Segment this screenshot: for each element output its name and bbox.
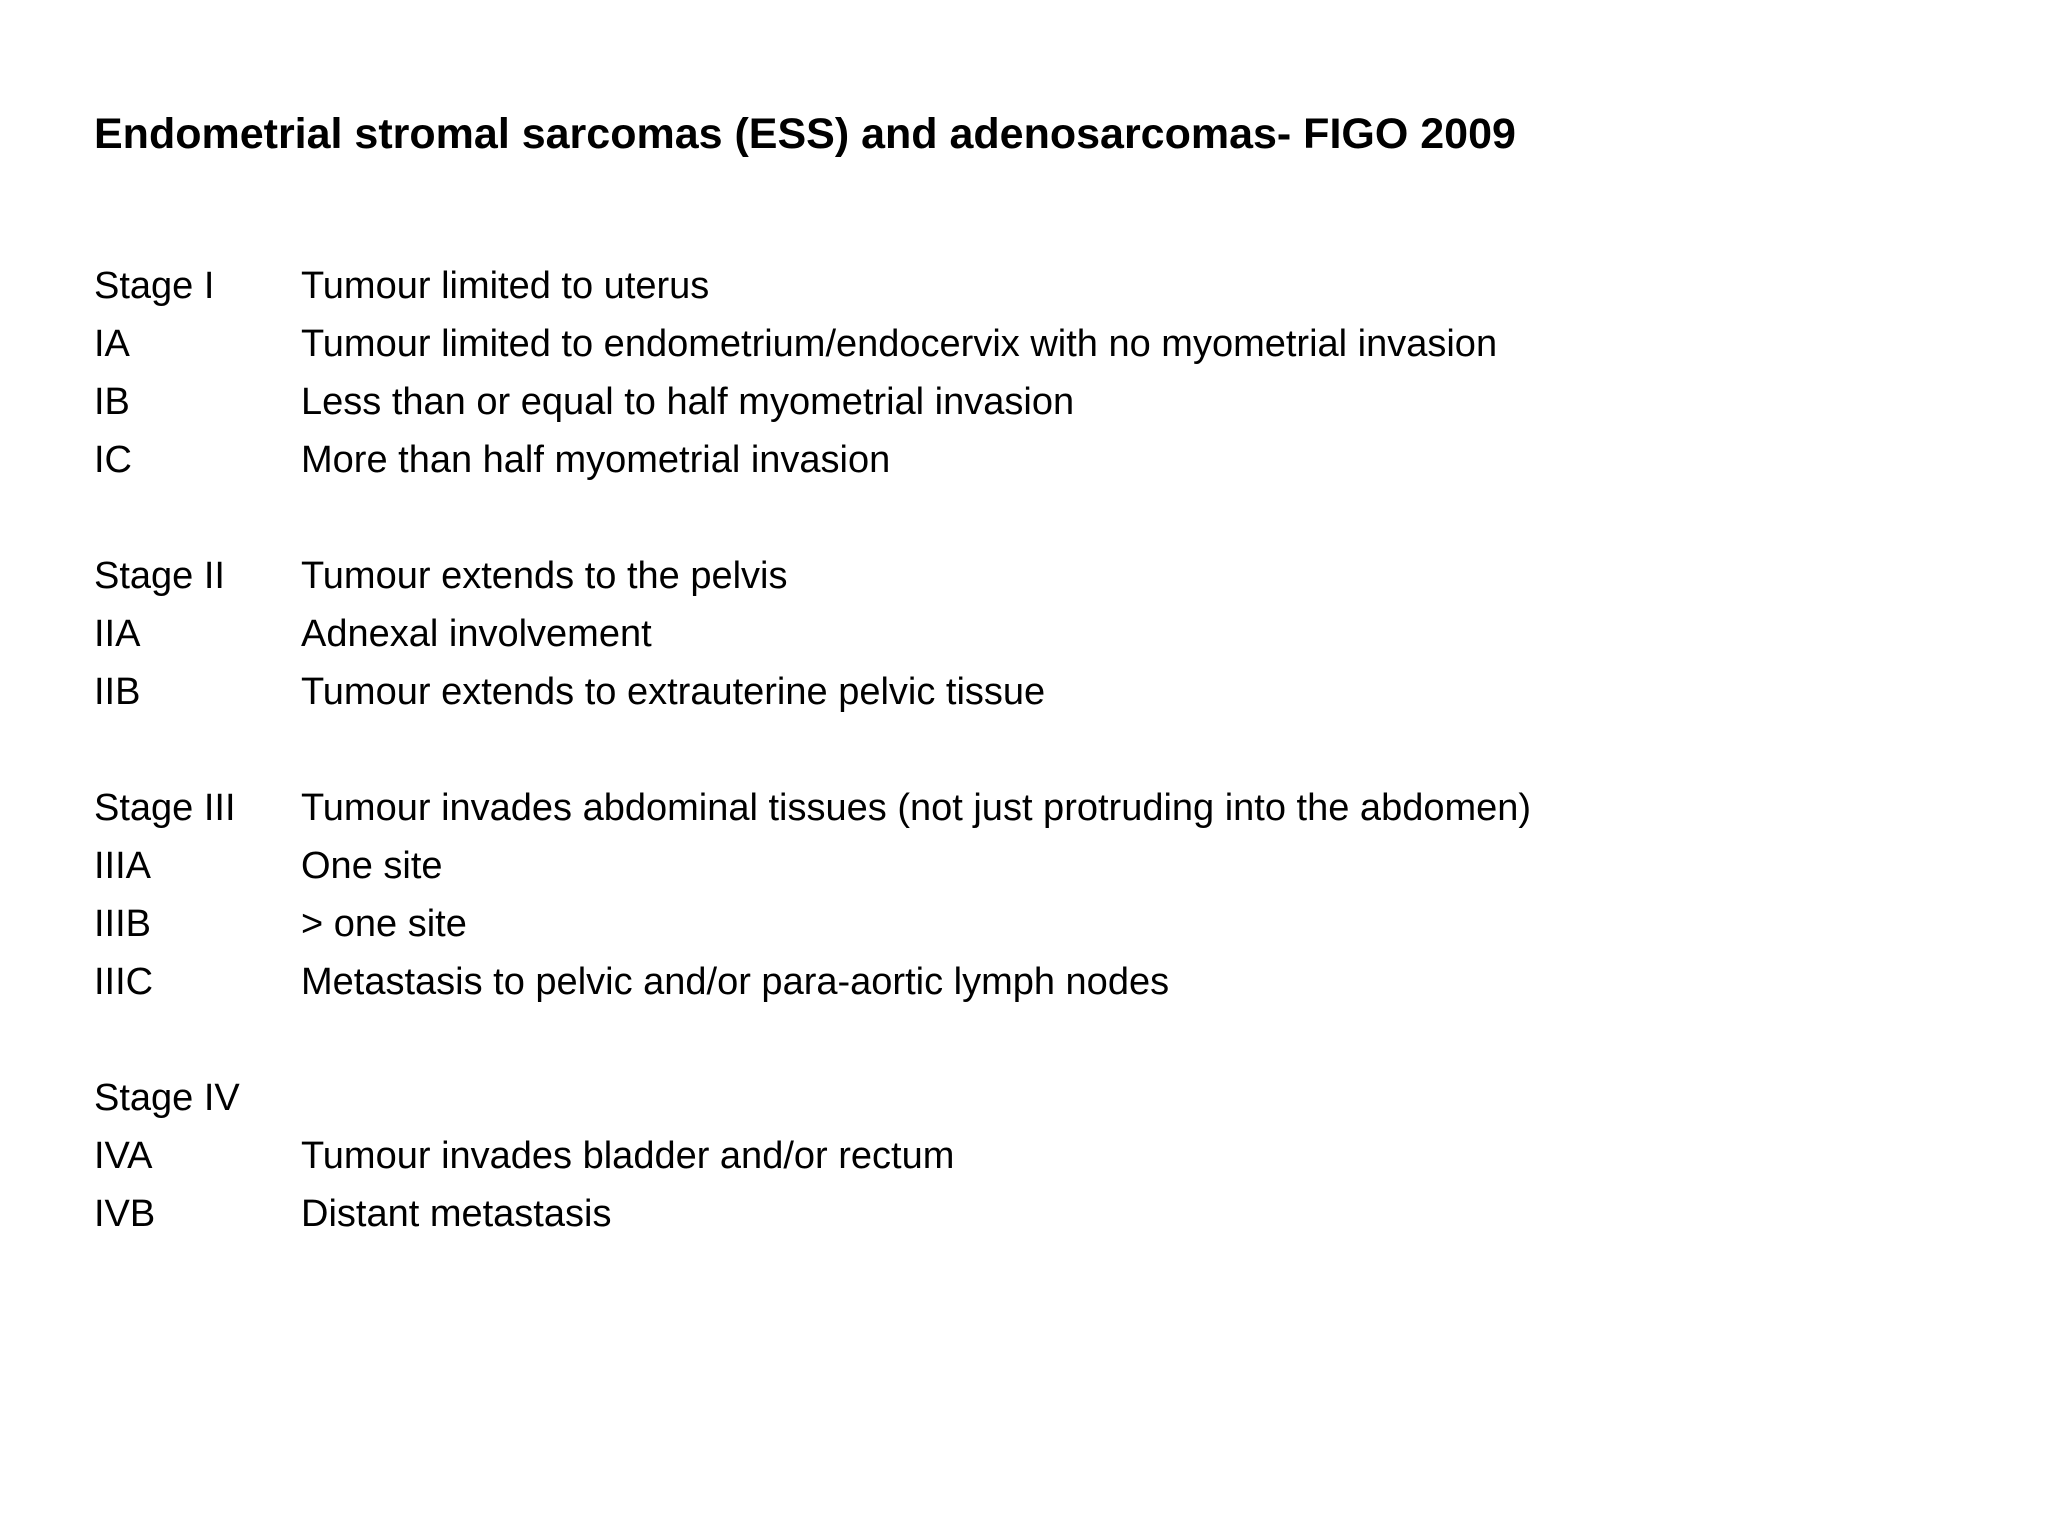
stage-description: Tumour invades abdominal tissues (not just protruding into the abdomen) [301, 787, 1532, 829]
stage-code: IIIC [94, 961, 154, 1003]
staging-table [94, 257, 1994, 1243]
stage-row [94, 1185, 1994, 1243]
stage-code: IIIB [94, 903, 152, 945]
stage-code: IVA [94, 1135, 153, 1177]
stage-code: IA [94, 323, 130, 365]
stage-code: IIIA [94, 845, 152, 887]
stage-code: Stage IV [94, 1077, 240, 1119]
stage-description: Tumour extends to the pelvis [301, 555, 788, 597]
stage-row [94, 837, 1994, 895]
stage-description: More than half myometrial invasion [301, 439, 891, 481]
stage-description: Tumour invades bladder and/or rectum [301, 1135, 955, 1177]
stage-row [94, 779, 1994, 837]
stage-description: Tumour extends to extrauterine pelvic tissue [301, 671, 1046, 713]
stage-description: Tumour limited to uterus [301, 265, 710, 307]
stage-description: One site [301, 845, 443, 887]
stage-description: Adnexal involvement [301, 613, 652, 655]
stage-row [94, 605, 1994, 663]
stage-row [94, 663, 1994, 721]
stage-row [94, 1069, 1994, 1127]
stage-row [94, 895, 1994, 953]
stage-group-4 [94, 1069, 1994, 1243]
stage-code: Stage II [94, 555, 225, 597]
stage-code: IIA [94, 613, 141, 655]
stage-description: Tumour limited to endometrium/endocervix with no myometrial invasion [301, 323, 1498, 365]
stage-description: Metastasis to pelvic and/or para-aortic lymph nodes [301, 961, 1170, 1003]
stage-code: Stage I [94, 265, 215, 307]
stage-group-1 [94, 257, 1994, 489]
stage-row [94, 373, 1994, 431]
document-title: Endometrial stromal sarcomas (ESS) and adenosarcomas- FIGO 2009 [94, 110, 1516, 158]
stage-row [94, 315, 1994, 373]
stage-code: IB [94, 381, 130, 423]
stage-description: > one site [301, 903, 467, 945]
stage-row [94, 547, 1994, 605]
stage-row [94, 1127, 1994, 1185]
stage-code: IVB [94, 1193, 156, 1235]
stage-code: Stage III [94, 787, 236, 829]
stage-code: IC [94, 439, 132, 481]
stage-group-3 [94, 779, 1994, 1011]
stage-row [94, 257, 1994, 315]
document-page [94, 108, 1994, 1301]
stage-group-2 [94, 547, 1994, 721]
stage-row [94, 431, 1994, 489]
stage-code: IIB [94, 671, 141, 713]
stage-description: Distant metastasis [301, 1193, 612, 1235]
stage-row [94, 953, 1994, 1011]
stage-description: Less than or equal to half myometrial invasion [301, 381, 1075, 423]
